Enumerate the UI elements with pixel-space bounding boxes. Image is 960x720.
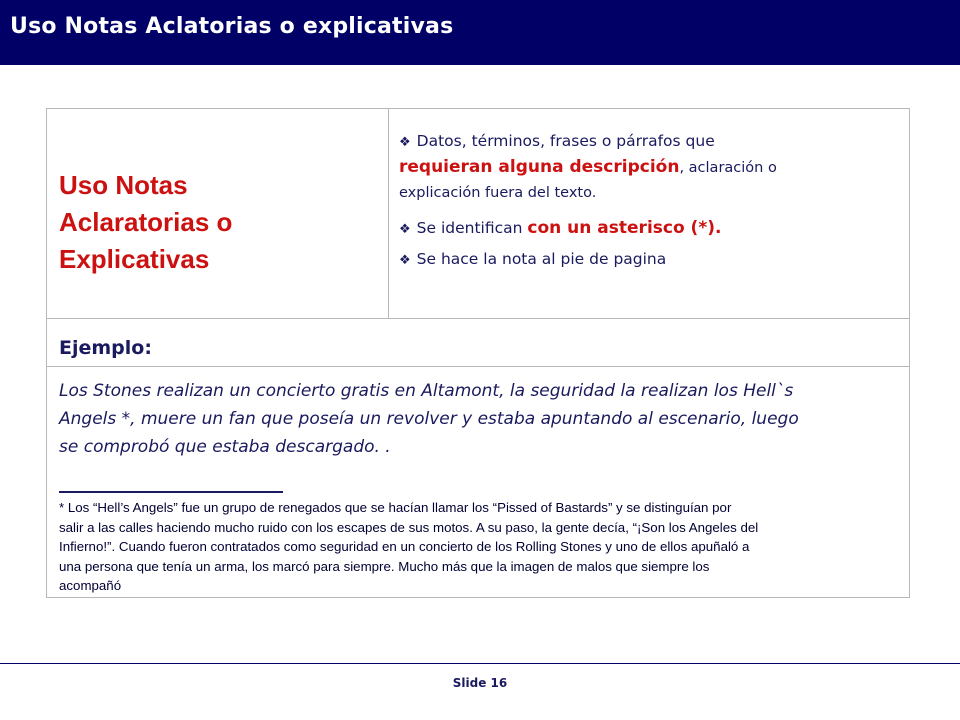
footnote-separator (59, 491, 283, 493)
footnote-line: una persona que tenía un arma, los marcó para siempre. Mucho más que la imagen de malos que siempre los (59, 558, 710, 574)
bullet-item: ❖ Se identifican con un asterisco (*). (399, 218, 722, 238)
section-heading (59, 167, 232, 278)
heading-cell (47, 109, 389, 318)
example-line: Angels *, muere un fan que poseía un revolver y estaba apuntando al escenario, luego (59, 409, 799, 429)
example-paragraph (59, 377, 889, 461)
diamond-bullet-icon: ❖ (399, 222, 411, 237)
heading-line: Uso Notas (59, 170, 188, 200)
slide-number: Slide 16 (452, 676, 508, 690)
footnote-line: Infierno!”. Cuando fueron contratados como seguridad en un concierto de los Rolling Stones y uno de ellos apuñaló a (59, 539, 750, 554)
heading-line: Aclaratorias o (59, 207, 233, 237)
footnote-line: * Los “Hell’s Angels” fue un grupo de renegados que se hacían llamar los “Pissed of Bastards” y se distinguían por (59, 500, 732, 515)
bullet-item: ❖ Se hace la nota al pie de pagina (399, 250, 667, 268)
example-label: Ejemplo: (59, 337, 152, 359)
example-line: se comprobó que estaba descargado. . (59, 437, 391, 457)
slide-title: Uso Notas Aclatorias o explicativas (10, 14, 454, 39)
divider (47, 318, 909, 319)
content-table (46, 108, 910, 598)
bullet-item: ❖ Datos, términos, frases o párrafos que requieran alguna descripción, aclaración o explicación fuera del texto. (399, 132, 777, 201)
footnote-line: acompañó (59, 578, 122, 593)
title-bar (0, 0, 960, 65)
bullets-cell (389, 109, 909, 318)
divider (47, 366, 909, 367)
heading-line: Explicativas (59, 244, 210, 274)
footer-rule (0, 663, 960, 664)
example-line: Los Stones realizan un concierto gratis en Altamont, la seguridad la realizan los Hell`s (59, 381, 794, 401)
diamond-bullet-icon: ❖ (399, 135, 411, 150)
footnote-line: salir a las calles haciendo mucho ruido con los escapes de sus motos. A su paso, la gente decía, “¡Son los Angeles del (59, 519, 759, 535)
footnote (59, 498, 904, 596)
diamond-bullet-icon: ❖ (399, 253, 411, 268)
